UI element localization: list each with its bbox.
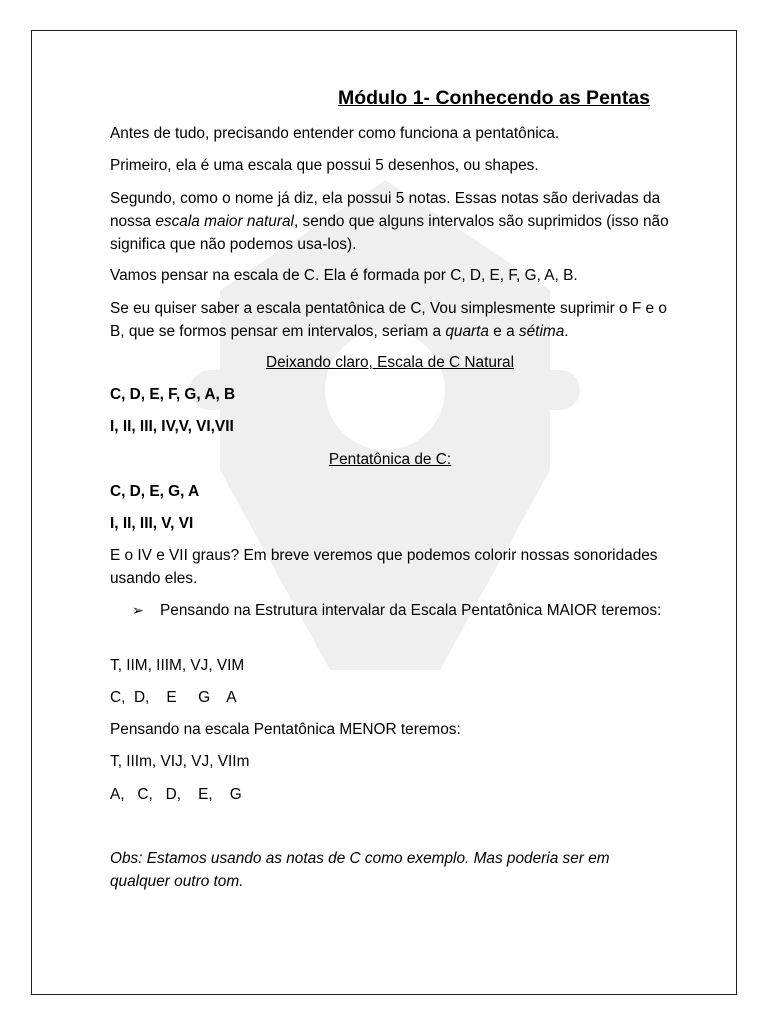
paragraph-notes-part-a: Segundo, como o nome já diz, ela possui 5 notas. Essas notas são derivadas da nossa xyxy=(110,190,661,230)
bullet-item-text: Pensando na Estrutura intervalar da Escala Pentatônica MAIOR teremos: xyxy=(160,602,662,619)
observation-note: Obs: Estamos usando as notas de C como exemplo. Mas poderia ser em qualquer outro tom. xyxy=(110,850,610,890)
paragraph-iv-vii: E o IV e VII graus? Em breve veremos que podemos colorir nossas sonoridades usando eles. xyxy=(110,547,658,587)
pentatonic-notes: C, D, E, G, A xyxy=(110,483,200,500)
paragraph-suppress-emphasis-setima: sétima xyxy=(518,323,565,340)
heading-natural-scale: Deixando claro, Escala de C Natural xyxy=(265,354,515,371)
paragraph-shapes: Primeiro, ela é uma escala que possui 5 desenhos, ou shapes. xyxy=(110,157,539,174)
minor-intervals: T, IIIm, VIJ, VJ, VIIm xyxy=(110,753,250,770)
paragraph-suppress-part-b: e a xyxy=(488,323,519,340)
paragraph-c-scale: Vamos pensar na escala de C. Ela é formada por C, D, E, F, G, A, B. xyxy=(110,267,578,284)
natural-scale-degrees: I, II, III, IV,V, VI,VII xyxy=(110,418,234,435)
pentatonic-degrees: I, II, III, V, VI xyxy=(110,515,194,532)
natural-scale-notes: C, D, E, F, G, A, B xyxy=(110,386,236,403)
arrow-bullet-icon: ➢ xyxy=(132,602,144,618)
bullet-item-major xyxy=(110,599,670,622)
paragraph-suppress xyxy=(110,297,670,343)
paragraph-notes-emphasis: escala maior natural xyxy=(155,213,294,230)
minor-notes: A, C, D, E, G xyxy=(110,786,242,803)
paragraph-suppress-emphasis-quarta: quarta xyxy=(445,323,489,340)
major-intervals: T, IIM, IIIM, VJ, VIM xyxy=(110,657,245,674)
paragraph-minor: Pensando na escala Pentatônica MENOR teremos: xyxy=(110,721,461,738)
major-notes: C, D, E G A xyxy=(110,689,237,706)
paragraph-notes xyxy=(110,187,670,256)
heading-pentatonic: Pentatônica de C: xyxy=(328,451,452,468)
paragraph-suppress-part-c: . xyxy=(564,323,569,340)
page-title: Módulo 1- Conhecendo as Pentas xyxy=(337,87,651,109)
paragraph-suppress-part-a: Se eu quiser saber a escala pentatônica de C, Vou simplesmente suprimir o F e o B, que se formos pensar em intervalos, seriam a xyxy=(110,300,667,340)
paragraph-notes-part-b: , sendo que alguns intervalos são suprimidos (isso não significa que não podemos usa-los). xyxy=(110,213,669,253)
paragraph-intro: Antes de tudo, precisando entender como funciona a pentatônica. xyxy=(110,125,560,142)
